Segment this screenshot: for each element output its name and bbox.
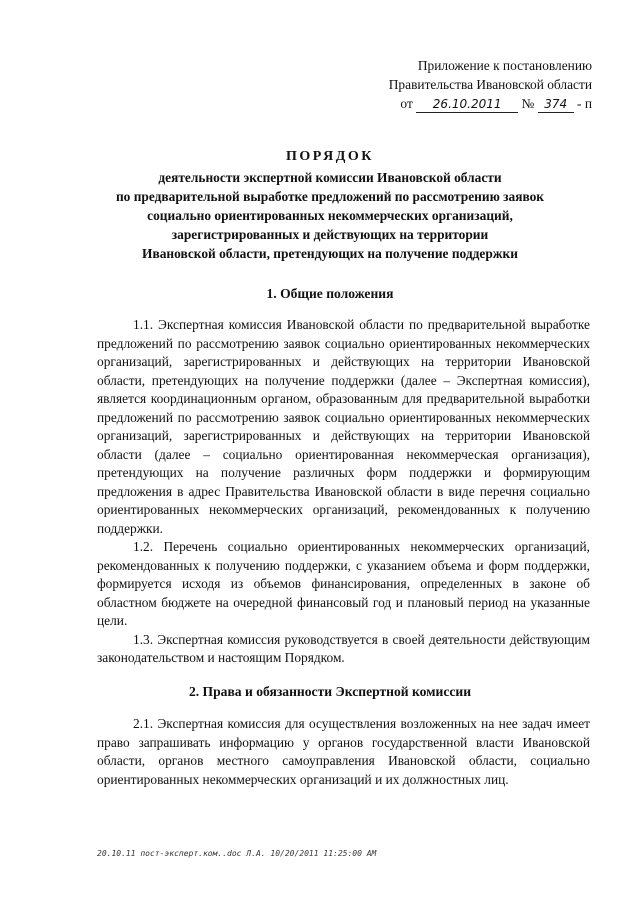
section-1-body xyxy=(97,316,590,668)
paragraph-1-1: 1.1. Экспертная комиссия Ивановской области по предварительной выработке предложений по рассмотрению заявок социально ориентированных некоммерческих организаций, зарегистрированных и действующих на территории Ивановской области, претендующих на получение поддержки (далее – Экспертная комиссия), является координационным органом, образованным для предварительной выработки предложений по рассмотрению заявок социально ориентированных некоммерческих организаций, зарегистрированных и действующих на территории Ивановской области (далее – социально ориентированная некоммерческая организация), претендующих на получение различных форм поддержки и формирующим предложения в адрес Правительства Ивановской области в виде перечня социально ориентированных некоммерческих организаций, рекомендованных к получению поддержки. xyxy=(97,317,590,536)
section-1-heading: 1. Общие положения xyxy=(266,286,394,301)
title-line: по предварительной выработке предложений по рассмотрению заявок xyxy=(115,189,545,204)
from-label: от xyxy=(400,96,413,111)
paragraph-2-1: 2.1. Экспертная комиссия для осуществления возложенных на нее задач имеет право запрашивать информацию у органов государственной власти Ивановской области, органов местного самоуправления Ивановской области, социально ориентированных некоммерческих организаций и их должностных лиц. xyxy=(97,716,590,787)
paragraph-1-3: 1.3. Экспертная комиссия руководствуется в своей деятельности действующим законодательством и настоящим Порядком. xyxy=(97,631,590,665)
number-suffix: - п xyxy=(577,96,592,111)
handwritten-date: 26.10.2011 xyxy=(416,97,518,113)
document-title xyxy=(60,147,600,263)
number-label: № xyxy=(521,96,535,111)
appendix-line-1: Приложение к постановлению xyxy=(417,58,592,73)
section-2-body xyxy=(97,715,590,789)
appendix-line-2: Правительства Ивановской области xyxy=(388,77,592,92)
title-line: деятельности экспертной комиссии Ивановской области xyxy=(158,170,502,185)
handwritten-number: 374 xyxy=(538,97,574,113)
appendix-line-3 xyxy=(389,94,592,113)
title-main: ПОРЯДОК xyxy=(286,149,374,164)
file-footer: 20.10.11 пост-эксперт.ком..doc Л.А. 10/20/2011 11:25:00 AM xyxy=(97,849,377,858)
appendix-header xyxy=(389,56,592,113)
section-2-heading: 2. Права и обязанности Экспертной комиссии xyxy=(188,684,472,699)
paragraph-1-2: 1.2. Перечень социально ориентированных некоммерческих организаций, рекомендованных к получению поддержки, с указанием объема и форм поддержки, формируется исходя из объемов финансирования, определенных в законе об областном бюджете на очередной финансовый год и плановый период на указанные цели. xyxy=(97,539,590,628)
title-line: социально ориентированных некоммерческих организаций, xyxy=(147,208,513,223)
title-line: Ивановской области, претендующих на получение поддержки xyxy=(142,246,518,261)
title-line: зарегистрированных и действующих на территории xyxy=(171,227,489,242)
